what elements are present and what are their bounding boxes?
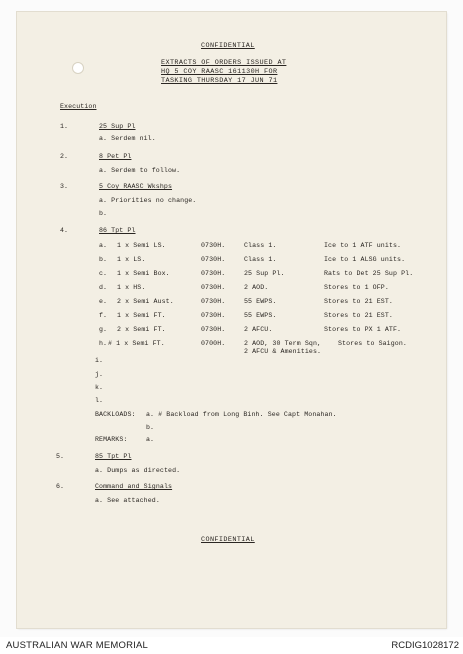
row-vehicle: 1 x HS.	[117, 284, 146, 291]
backloads-label: BACKLOADS:	[95, 411, 136, 418]
row-dest: 55 EWPS.	[244, 298, 277, 305]
row-dest-continued: 2 AFCU & Amenities.	[244, 348, 322, 355]
row-task: Rats to Det 25 Sup Pl.	[324, 270, 414, 277]
row-time: 0730H.	[201, 270, 226, 277]
row-letter: c.	[99, 270, 108, 277]
item-title: 86 Tpt Pl	[99, 227, 136, 234]
row-time: 0730H.	[201, 284, 226, 291]
item-title: 85 Tpt Pl	[95, 453, 132, 460]
row-letter: e.	[99, 298, 108, 305]
item-number: 5.	[56, 453, 65, 460]
item-title: Command and Signals	[95, 483, 173, 490]
row-dest: Class 1.	[244, 242, 277, 249]
row-vehicle: 1 x LS.	[117, 256, 146, 263]
row-task: Ice to 1 ALSG units.	[324, 256, 406, 263]
row-time: 0730H.	[201, 242, 226, 249]
row-task: Stores to 1 OFP.	[324, 284, 389, 291]
row-time: 0700H.	[201, 340, 226, 347]
item-number: 4.	[60, 227, 69, 234]
row-letter: i.	[95, 357, 104, 364]
punch-hole	[72, 62, 84, 74]
footer-institution: AUSTRALIAN WAR MEMORIAL	[6, 640, 149, 651]
row-task: Stores to Saigon.	[338, 340, 407, 347]
row-letter: d.	[99, 284, 108, 291]
row-letter: g.	[99, 326, 108, 333]
item-number: 1.	[60, 123, 69, 130]
row-vehicle: 2 x Semi Aust.	[117, 298, 174, 305]
row-time: 0730H.	[201, 298, 226, 305]
item-title: 25 Sup Pl	[99, 123, 136, 130]
heading-line-2: HQ 5 COY RAASC 161130H FOR	[161, 68, 278, 76]
row-letter: j.	[95, 371, 104, 378]
heading-line-3: TASKING THURSDAY 17 JUN 71	[161, 77, 278, 85]
item-line: a. Serdem nil.	[99, 135, 156, 142]
row-dest: 2 AFCU.	[244, 326, 273, 333]
backloads-line: a. # Backload from Long Binh. See Capt Monahan.	[146, 411, 337, 418]
footer-record-id: RCDIG1028172	[391, 640, 459, 651]
item-title: 8 Pet Pl	[99, 153, 132, 160]
classification-top: CONFIDENTIAL	[201, 42, 255, 50]
row-task: Stores to 21 EST.	[324, 298, 393, 305]
section-title: Execution	[60, 103, 97, 110]
row-letter: f.	[99, 312, 108, 319]
row-vehicle: # 1 x Semi FT.	[108, 340, 165, 347]
row-vehicle: 1 x Semi Box.	[117, 270, 170, 277]
heading-line-1: EXTRACTS OF ORDERS ISSUED AT	[161, 59, 287, 67]
item-number: 3.	[60, 183, 69, 190]
row-dest: 25 Sup Pl.	[244, 270, 285, 277]
item-line: a. Dumps as directed.	[95, 467, 181, 474]
row-task: Stores to PX 1 ATF.	[324, 326, 402, 333]
row-task: Ice to 1 ATF units.	[324, 242, 402, 249]
row-dest: Class 1.	[244, 256, 277, 263]
row-letter: k.	[95, 384, 104, 391]
item-line: a. Serdem to follow.	[99, 167, 181, 174]
archive-footer	[0, 637, 463, 654]
row-dest: 2 AOD.	[244, 284, 269, 291]
row-vehicle: 2 x Semi FT.	[117, 326, 166, 333]
row-time: 0730H.	[201, 256, 226, 263]
item-line: a. See attached.	[95, 497, 160, 504]
item-title: 5 Coy RAASC Wkshps	[99, 183, 173, 190]
backloads-line: b.	[146, 424, 155, 431]
item-line: b.	[99, 210, 108, 217]
row-time: 0730H.	[201, 326, 226, 333]
row-letter: l.	[95, 397, 104, 404]
row-vehicle: 1 x Semi LS.	[117, 242, 166, 249]
row-time: 0730H.	[201, 312, 226, 319]
row-dest: 2 AOD, 30 Term Sqn,	[244, 340, 322, 347]
row-letter: b.	[99, 256, 108, 263]
remarks-line: a.	[146, 436, 155, 443]
row-letter: h.	[99, 340, 108, 347]
row-letter: a.	[99, 242, 108, 249]
item-number: 6.	[56, 483, 65, 490]
row-task: Stores to 21 EST.	[324, 312, 393, 319]
row-dest: 55 EWPS.	[244, 312, 277, 319]
item-line: a. Priorities no change.	[99, 197, 197, 204]
remarks-label: REMARKS:	[95, 436, 128, 443]
row-vehicle: 1 x Semi FT.	[117, 312, 166, 319]
classification-bottom: CONFIDENTIAL	[201, 536, 255, 544]
item-number: 2.	[60, 153, 69, 160]
